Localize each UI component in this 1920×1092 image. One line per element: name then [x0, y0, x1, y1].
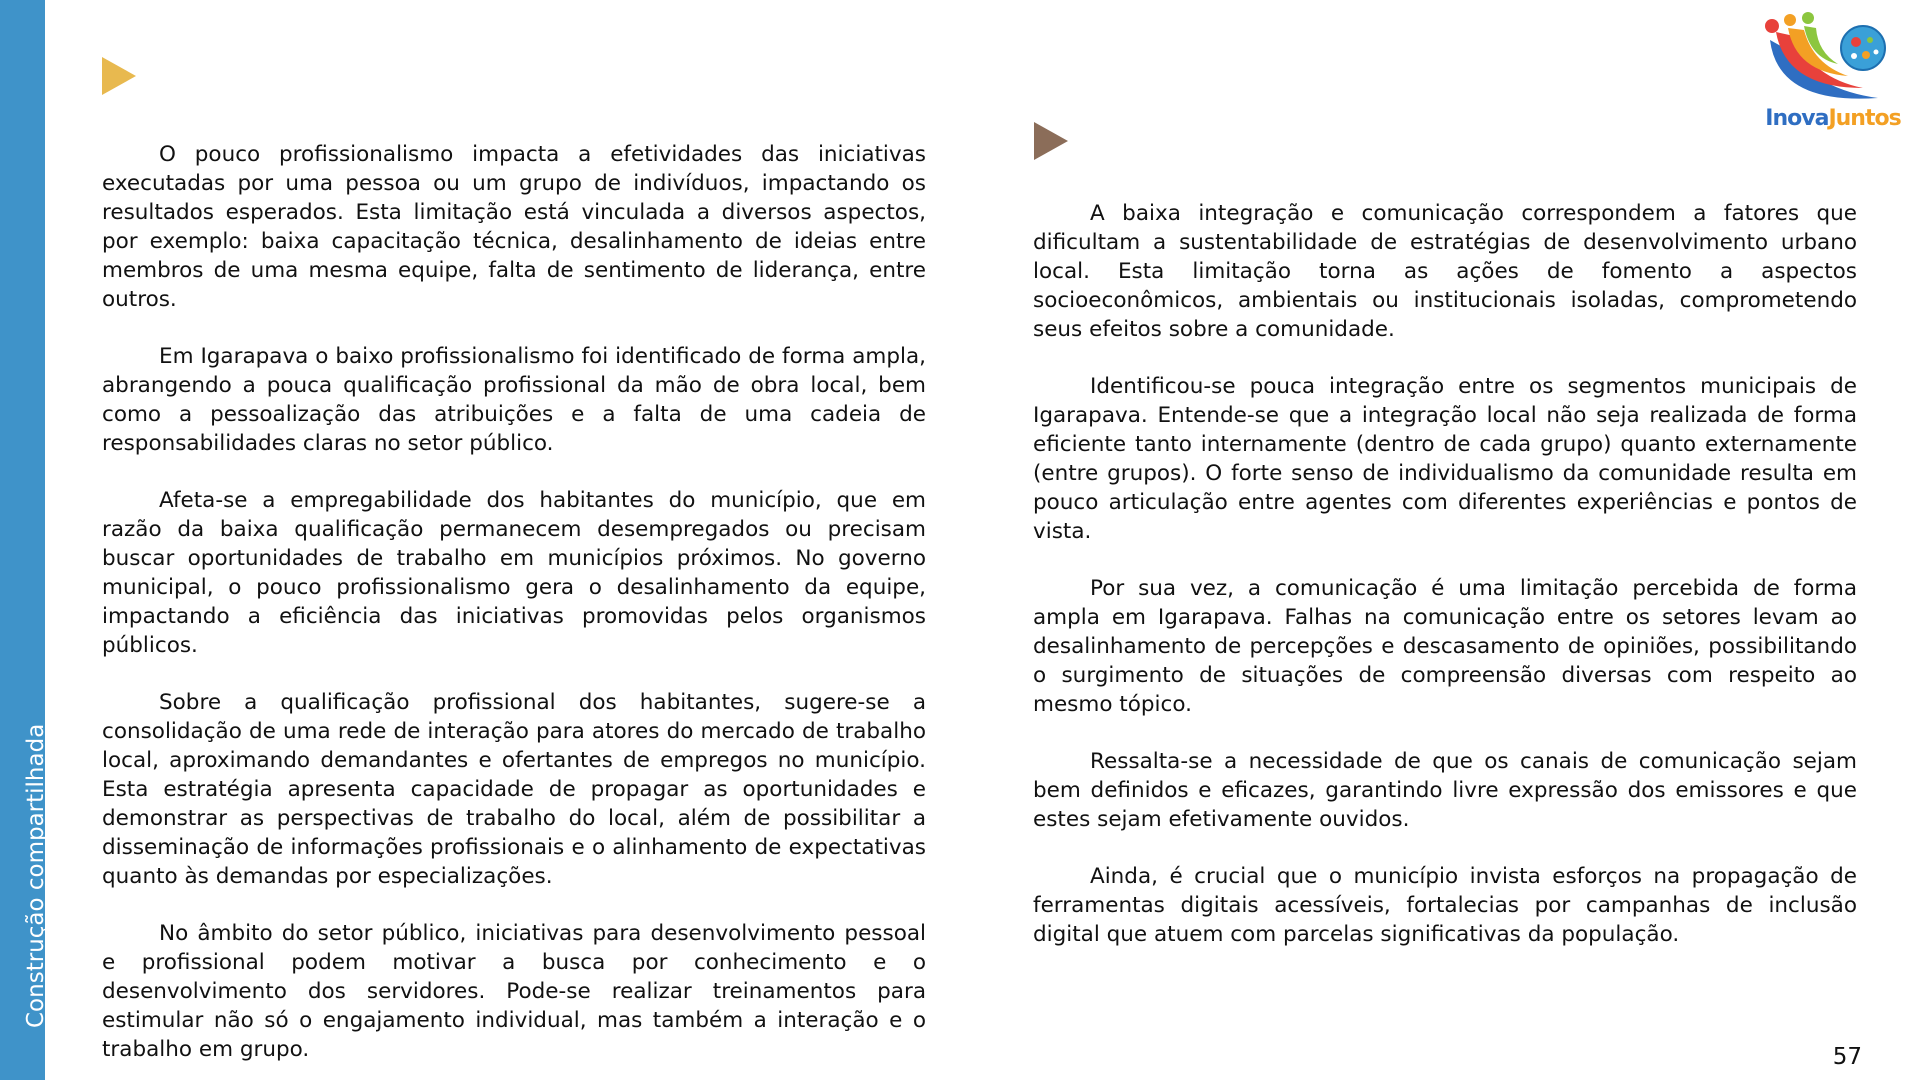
paragraph: A baixa integração e comunicação correspondem a fatores que dificultam a sustentabilidade de estratégias de desenvolvimento urbano local. Esta limitação torna as ações de fomento a aspectos socioeconômicos, ambientais ou institucionais isoladas, comprometendo seus efeitos sobre a comunidade.: [1033, 201, 1857, 342]
logo-graphic-icon: [1758, 10, 1908, 110]
paragraph: Ainda, é crucial que o município invista esforços na propagação de ferramentas digitais acessíveis, fortalecias por campanhas de inclusão digital que atuem com parcelas significativas da população.: [1033, 864, 1857, 947]
logo-word-juntos: Juntos: [1828, 106, 1901, 131]
right-text-column: [1033, 199, 1857, 977]
paragraph: O pouco profissionalismo impacta a efetividades das iniciativas executadas por uma pessoa ou um grupo de indivíduos, impactando os resultados esperados. Esta limitação está vinculada a diversos aspectos, por exemplo: baixa capacitação técnica, desalinhamento de ideias entre membros de uma mesma equipe, falta de sentimento de liderança, entre outros.: [102, 142, 926, 312]
paragraph: Por sua vez, a comunicação é uma limitação percebida de forma ampla em Igarapava. Falhas na comunicação entre os setores levam ao desalinhamento de percepções e descasamento de opiniões, possibilitando o surgimento de situações de compreensão diversas com respeito ao mesmo tópico.: [1033, 576, 1857, 717]
logo-wordmark: [1758, 106, 1908, 131]
paragraph: Ressalta-se a necessidade de que os canais de comunicação sejam bem definidos e eficazes, garantindo livre expressão dos emissores e que estes sejam efetivamente ouvidos.: [1033, 749, 1857, 832]
left-arrow-marker-icon: [102, 57, 136, 95]
inova-juntos-logo: [1758, 10, 1908, 138]
logo-word-inova: Inova: [1765, 106, 1829, 131]
left-text-column: [102, 140, 926, 1092]
right-arrow-marker-icon: [1034, 122, 1068, 160]
section-title-vertical: Construção compartilhada: [23, 723, 49, 1028]
page-number: 57: [1832, 1044, 1862, 1070]
paragraph: Identificou-se pouca integração entre os segmentos municipais de Igarapava. Entende-se que a integração local não seja realizada de forma eficiente tanto internamente (dentro de cada grupo) quanto externamente (entre grupos). O forte senso de individualismo da comunidade resulta em pouco articulação entre agentes com diferentes experiências e pontos de vista.: [1033, 374, 1857, 544]
paragraph: Em Igarapava o baixo profissionalismo foi identificado de forma ampla, abrangendo a pouca qualificação profissional da mão de obra local, bem como a pessoalização das atribuições e a falta de uma cadeia de responsabilidades claras no setor público.: [102, 344, 926, 456]
sidebar-band: [0, 0, 49, 1080]
paragraph: Sobre a qualificação profissional dos habitantes, sugere-se a consolidação de uma rede de interação para atores do mercado de trabalho local, aproximando demandantes e ofertantes de empregos no município. Esta estratégia apresenta capacidade de propagar as oportunidades e demonstrar as perspectivas de trabalho do local, além de possibilitar a disseminação de informações profissionais e o alinhamento de expectativas quanto às demandas por especializações.: [102, 690, 926, 889]
paragraph: No âmbito do setor público, iniciativas para desenvolvimento pessoal e profissional podem motivar a busca por conhecimento e o desenvolvimento dos servidores. Pode-se realizar treinamentos para estimular não só o engajamento individual, mas também a interação e o trabalho em grupo.: [102, 921, 926, 1062]
paragraph: Afeta-se a empregabilidade dos habitantes do município, que em razão da baixa qualificação permanecem desempregados ou precisam buscar oportunidades de trabalho em municípios próximos. No governo municipal, o pouco profissionalismo gera o desalinhamento da equipe, impactando a eficiência das iniciativas promovidas pelos organismos públicos.: [102, 488, 926, 658]
